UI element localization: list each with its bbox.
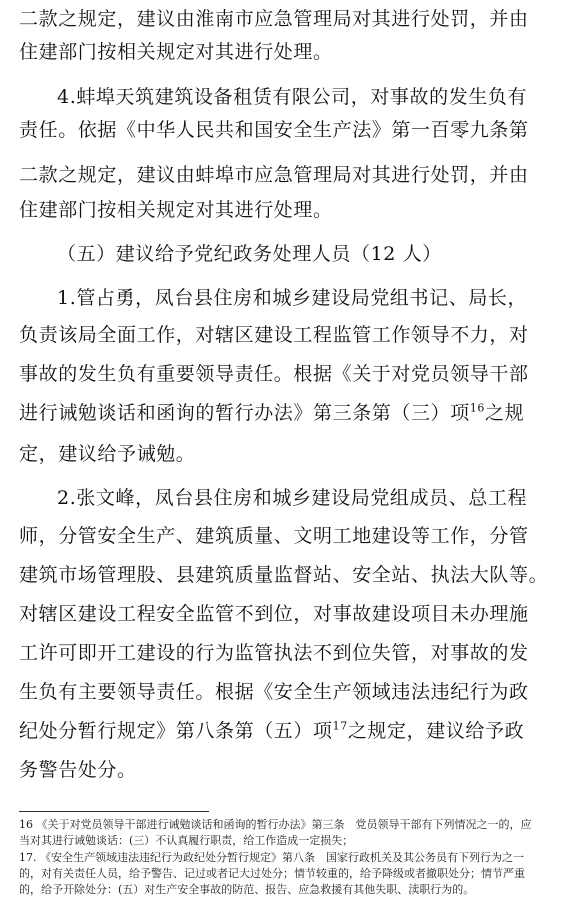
text-line [19, 400, 524, 426]
text-line: 二款之规定，建议由淮南市应急管理局对其进行处罚，并由 [19, 8, 529, 30]
section-heading: （五）建议给予党纪政务处理人员（12 人） [57, 243, 442, 265]
text-line: 住建部门按相关规定对其进行处理。 [19, 41, 333, 63]
footnote-line: 的，对有关责任人员，给予警告、记过或者记大过处分；情节较重的，给予降级或者撤职处分；情节严重 [19, 867, 525, 880]
footnote-line: 当对其进行诫勉谈话：(三）不认真履行职责，给工作造成一定损失； [19, 834, 354, 847]
text-line: 建筑市场管理股、县建筑质量监督站、安全站、执法大队等。 [19, 564, 549, 586]
text-segment: 纪处分暂行规定》第八条第（五）项 [19, 720, 333, 742]
text-line: 工许可即开工建设的行为监管执法不到位失管，对事故的发 [19, 642, 529, 664]
footnote-ref: 17 [332, 719, 348, 733]
footnote-divider [19, 811, 209, 812]
text-line: 负责该局全面工作，对辖区建设工程监管工作领导不力，对 [19, 324, 529, 346]
text-line: 务警告处分。 [19, 759, 137, 781]
text-segment: 进行诫勉谈话和函询的暂行办法》第三条第（三）项 [19, 402, 470, 424]
footnote-ref: 16 [469, 401, 486, 415]
text-line: 定，建议给予诫勉。 [19, 443, 196, 465]
footnote-line: 的，给予开除处分：(五）对生产安全事故的防范、报告、应急救援有其他失职、渎职行为的。 [19, 883, 475, 896]
text-line: 责任。依据《中华人民共和国安全生产法》第一百零九条第 [19, 119, 529, 141]
text-line: 住建部门按相关规定对其进行处理。 [19, 199, 333, 221]
text-line: 2.张文峰，凤台县住房和城乡建设局党组成员、总工程 [57, 487, 528, 509]
text-line [19, 718, 524, 744]
text-line: 事故的发生负有重要领导责任。根据《关于对党员领导干部 [19, 363, 529, 385]
text-line: 二款之规定，建议由蚌埠市应急管理局对其进行处罚，并由 [19, 164, 529, 186]
footnote-line: 17. 《安全生产领域违法违纪行为政纪处分暂行规定》第八条 国家行政机关及其公务员有下列行为之一 [19, 851, 524, 864]
text-line: 1.管占勇，凤台县住房和城乡建设局党组书记、局长， [57, 287, 528, 309]
text-line: 对辖区建设工程安全监管不到位，对事故建设项目未办理施 [19, 603, 529, 625]
text-line: 生负有主要领导责任。根据《安全生产领域违法违纪行为政 [19, 681, 529, 703]
text-segment: 之规定，建议给予政 [347, 720, 525, 742]
text-segment: 之规 [485, 402, 525, 424]
footnote-line: 16 《关于对党员领导干部进行诫勉谈话和函询的暂行办法》第三条 党员领导干部有下列情况之一的，应 [19, 818, 532, 831]
text-line: 师，分管安全生产、建筑质量、文明工地建设等工作，分管 [19, 525, 529, 547]
text-line: 4.蚌埠天筑建筑设备租赁有限公司，对事故的发生负有 [57, 86, 528, 108]
